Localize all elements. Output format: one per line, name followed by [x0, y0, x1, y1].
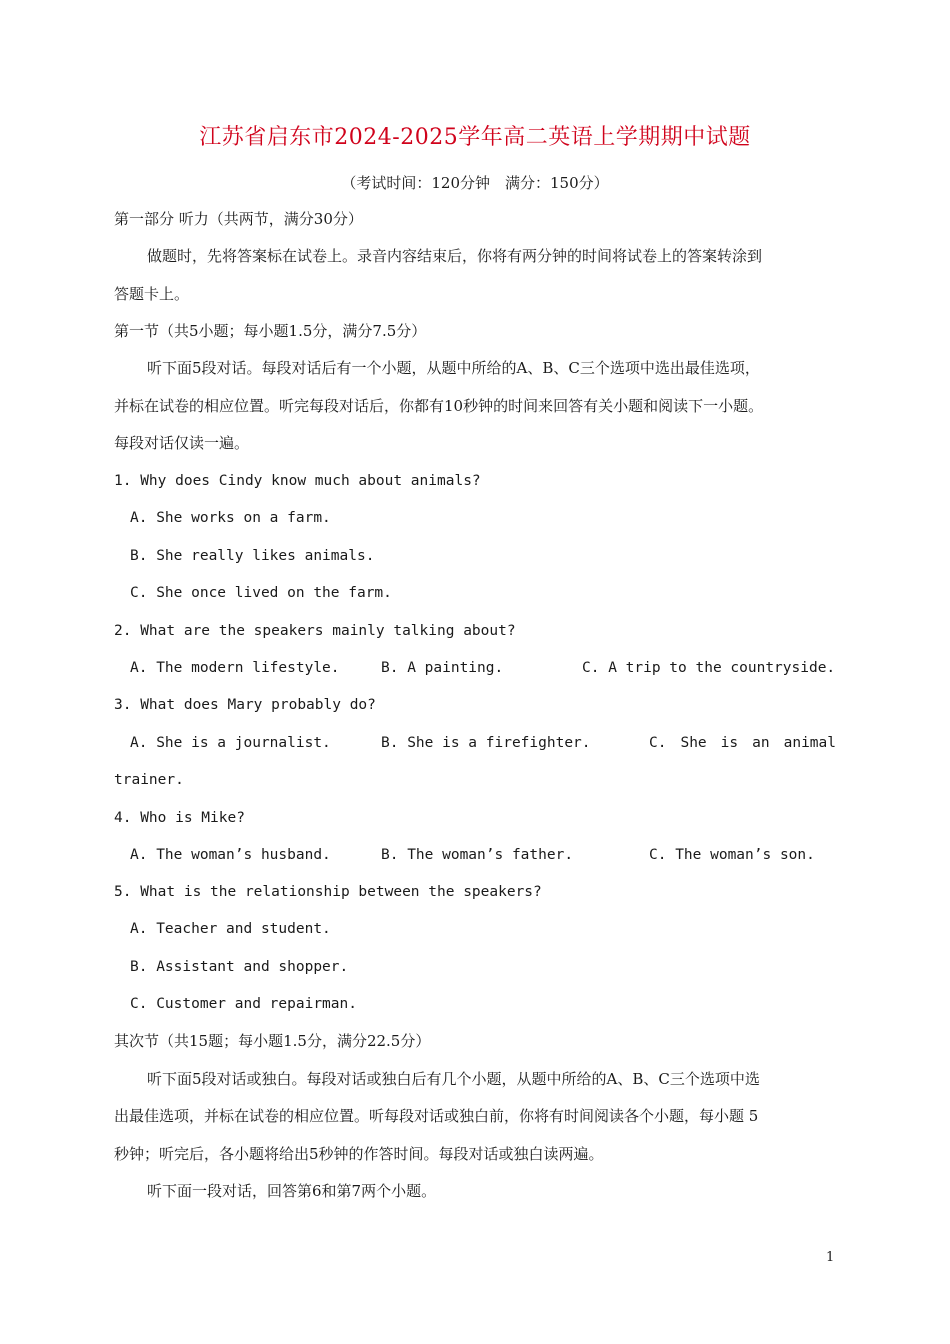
option-c-continued: trainer. — [114, 772, 184, 788]
option-c: C. Customer and repairman. — [130, 996, 357, 1012]
question-4: 4. Who is Mike? — [114, 810, 245, 826]
option-c: C. A trip to the countryside. — [582, 660, 836, 676]
exam-info: （考试时间：120分钟 满分：150分） — [341, 174, 609, 192]
part1-heading: 第一部分 听力（共两节，满分30分） — [114, 210, 363, 228]
page-number: 1 — [826, 1250, 835, 1265]
part1-intro-line: 答题卡上。 — [114, 285, 190, 303]
part1-intro-line: 做题时，先将答案标在试卷上。录音内容结束后，你将有两分钟的时间将试卷上的答案转涂到 — [147, 247, 763, 265]
section1-intro-line: 听下面5段对话。每段对话后有一个小题，从题中所给的A、B、C三个选项中选出最佳选项， — [147, 359, 760, 377]
option-a: A. She is a journalist. — [130, 735, 331, 751]
section2-heading: 其次节（共15题；每小题1.5分，满分22.5分） — [114, 1032, 431, 1050]
option-b: B. The woman’s father. — [381, 847, 574, 863]
option-c: C. She once lived on the farm. — [130, 585, 392, 601]
question-3: 3. What does Mary probably do? — [114, 697, 376, 713]
section1-intro-line: 每段对话仅读一遍。 — [114, 434, 250, 452]
section1-heading: 第一节（共5小题；每小题1.5分，满分7.5分） — [114, 322, 427, 340]
section1-intro-line: 并标在试卷的相应位置。听完每段对话后，你都有10秒钟的时间来回答有关小题和阅读下一小题。 — [114, 397, 764, 415]
option-b: B. She really likes animals. — [130, 548, 375, 564]
section2-intro-line: 秒钟；听完后，各小题将给出5秒钟的作答时间。每段对话或独白读两遍。 — [114, 1145, 604, 1163]
option-a: A. Teacher and student. — [130, 921, 331, 937]
option-a: A. She works on a farm. — [130, 510, 331, 526]
option-a: A. The modern lifestyle. — [130, 660, 340, 676]
section2-instruction: 听下面一段对话，回答第6和第7两个小题。 — [147, 1182, 437, 1200]
section2-intro-line: 出最佳选项，并标在试卷的相应位置。听每段对话或独白前，你将有时间阅读各个小题，每小题 5 — [114, 1107, 759, 1125]
question-1: 1. Why does Cindy know much about animals? — [114, 473, 481, 489]
option-a: A. The woman’s husband. — [130, 847, 331, 863]
option-b: B. Assistant and shopper. — [130, 959, 349, 975]
question-5: 5. What is the relationship between the speakers? — [114, 884, 542, 900]
section2-intro-line: 听下面5段对话或独白。每段对话或独白后有几个小题，从题中所给的A、B、C三个选项中选 — [147, 1070, 760, 1088]
option-c: C. The woman’s son. — [649, 847, 815, 863]
option-c: C. She is an animal — [649, 735, 836, 751]
question-2: 2. What are the speakers mainly talking about? — [114, 623, 516, 639]
option-b: B. She is a firefighter. — [381, 735, 591, 751]
page-title: 江苏省启东市2024-2025学年高二英语上学期期中试题 — [199, 125, 751, 150]
option-b: B. A painting. — [381, 660, 504, 676]
